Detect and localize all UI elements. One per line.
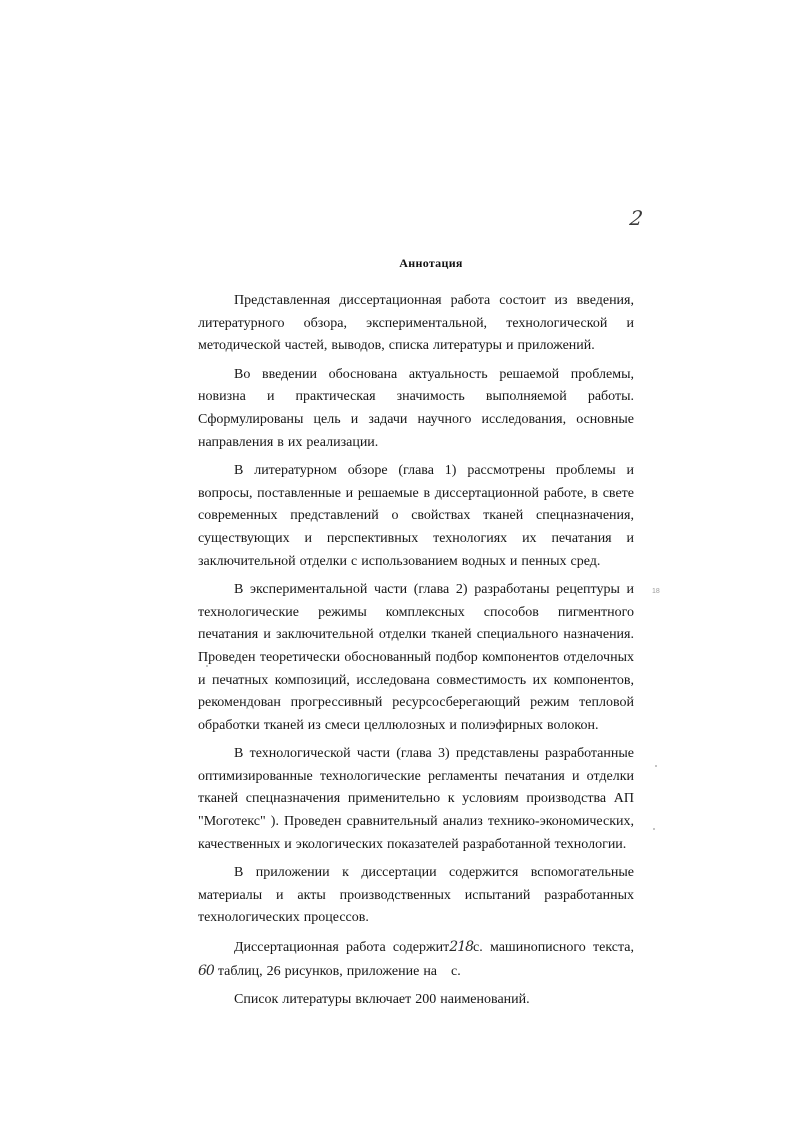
scan-speck [206, 665, 208, 667]
paragraph-structure: Представленная диссертационная работа состоит из введения, литературного обзора, экспериментальной, технологической и методической частей, выводов, списка литературы и приложений. [198, 293, 634, 354]
paragraph-appendix: В приложении к диссертации содержится вспомогательные материалы и акты производственных испытаний разработанных технологических процессов. [198, 865, 634, 926]
annotation-body [198, 290, 634, 1018]
paragraph-technological-part: В технологической части (глава 3) представлены разработанные оптимизированные технологические регламенты печатания и отделки тканей спецназначения применительно к условиям производства АП "Моготекс" ). Проведен сравнительный анализ технико-экономических, качественных и экологических показателей разработанной технологии. [198, 746, 634, 852]
stats-text-before-pages: Диссертационная работа содержит [234, 940, 450, 956]
stats-text-after-tables: таблиц, 26 рисунков, приложение на [217, 963, 438, 979]
margin-scan-mark: 18 [652, 588, 660, 595]
paragraph-experimental-part: В экспериментальной части (глава 2) разработаны рецептуры и технологические режимы комплексных способов пигментного печатания и заключительной отделки тканей специального назначения. Проведен теоретически обоснованный подбор компонентов отделочных и печатных композиций, исследована совместимость их компонентов, рекомендован прогрессивный ресурсосберегающий режим тепловой обработки тканей из смеси целлюлозных и полиэфирных волокон. [198, 582, 634, 733]
annotation-title: Аннотация [399, 256, 463, 270]
page-number: 2 [628, 206, 645, 230]
stats-text-after-pages: с. машинописного текста, [473, 940, 634, 956]
paragraph-volume-stats [198, 936, 634, 983]
handwritten-table-count: 60 [198, 962, 214, 979]
scan-speck [653, 828, 655, 830]
paragraph-references: Список литературы включает 200 наименований. [234, 992, 530, 1008]
handwritten-page-count: 218 [449, 939, 474, 956]
paragraph-literature-review: В литературном обзоре (глава 1) рассмотрены проблемы и вопросы, поставленные и решаемые в диссертационной работе, в свете современных представлений о свойствах тканей спецназначения, существующих и перспективных технологиях их печатания и заключительной отделки с использованием водных и пенных сред. [198, 463, 634, 569]
stats-text-after-gap: с. [451, 963, 461, 979]
scan-speck [655, 765, 657, 767]
paragraph-introduction: Во введении обоснована актуальность решаемой проблемы, новизна и практическая значимость выполняемой работы. Сформулированы цель и задачи научного исследования, основные направления в их реализации. [198, 366, 634, 450]
